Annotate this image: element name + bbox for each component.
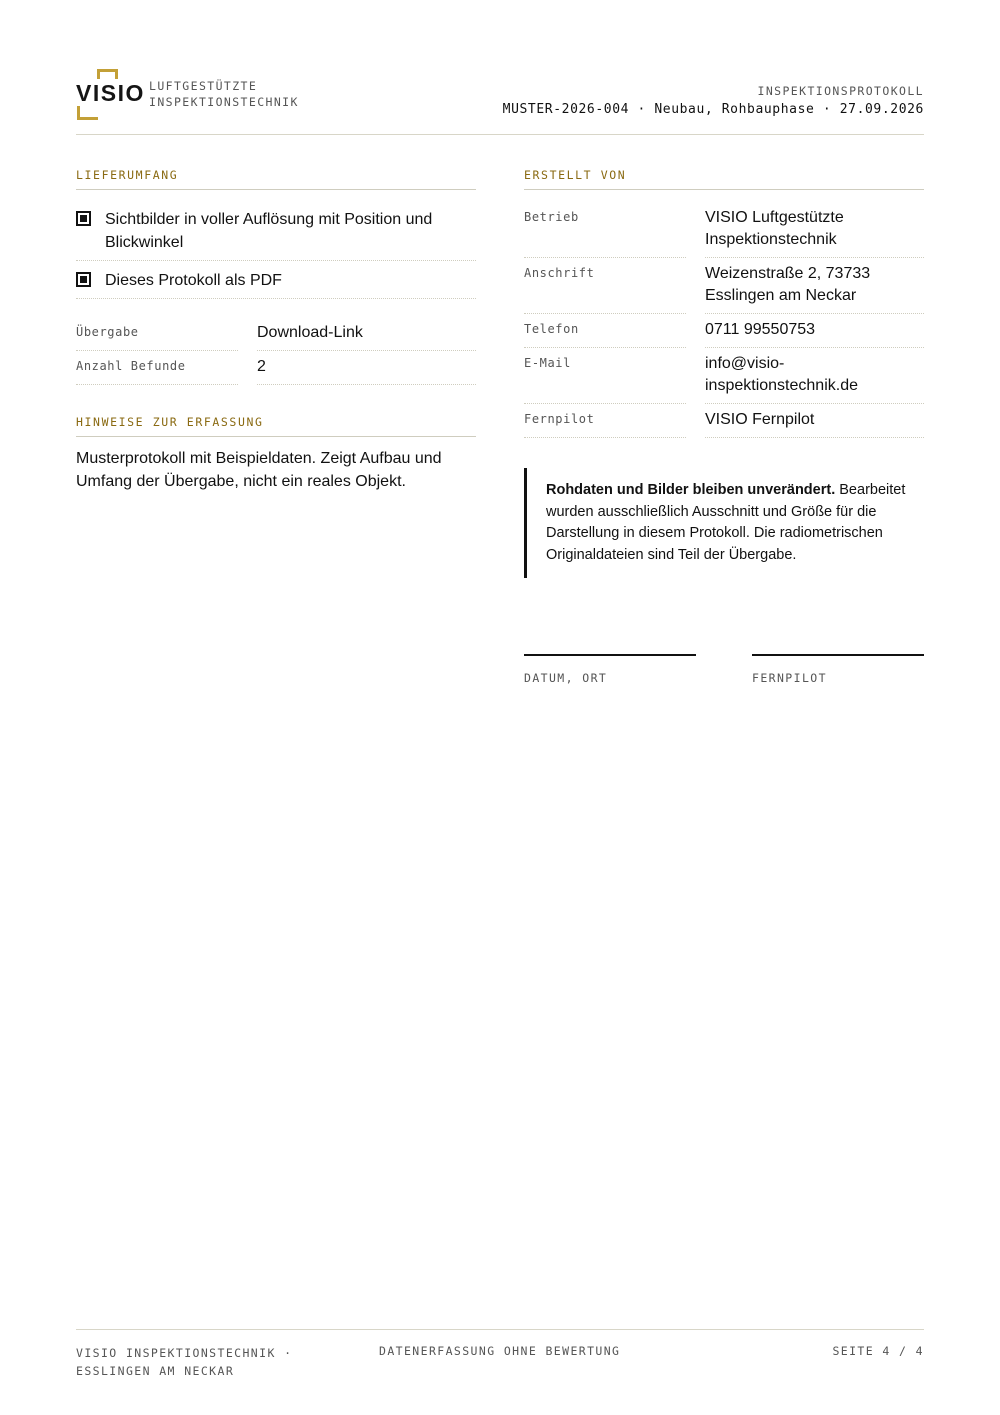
brand-subtitle	[149, 78, 299, 110]
section-title-hinweise: HINWEISE ZUR ERFASSUNG	[76, 415, 476, 437]
signature-line-pilot	[752, 654, 924, 685]
checklist-item-label: Dieses Protokoll als PDF	[105, 272, 282, 289]
logo-bracket-bottom-left	[77, 106, 98, 120]
field-label-telefon: Telefon	[524, 314, 686, 348]
section-title-erstellt-von: ERSTELLT VON	[524, 168, 924, 190]
data-integrity-note	[524, 468, 924, 578]
field-label-email: E-Mail	[524, 348, 686, 404]
field-value-anzahl-befunde: 2	[257, 351, 476, 385]
field-label-fernpilot: Fernpilot	[524, 404, 686, 438]
note-bold-text: Rohdaten und Bilder bleiben unverändert.	[546, 482, 836, 498]
document-type: INSPEKTIONSPROTOKOLL	[757, 84, 924, 98]
left-column	[76, 168, 476, 493]
brand-line-2: INSPEKTIONSTECHNIK	[149, 95, 299, 109]
field-value-uebergabe: Download-Link	[257, 317, 476, 351]
checklist-item	[76, 261, 476, 299]
signature-label-pilot: FERNPILOT	[752, 671, 827, 685]
delivery-checklist	[76, 204, 476, 299]
logo-wordmark: VISIO	[76, 80, 145, 106]
creator-fields	[524, 202, 924, 438]
field-value-fernpilot: VISIO Fernpilot	[705, 404, 924, 438]
signature-label-date-place: DATUM, ORT	[524, 671, 608, 685]
right-column	[524, 168, 924, 578]
logo-bracket-top-right	[97, 69, 118, 79]
brand-line-1: LUFTGESTÜTZTE	[149, 79, 258, 93]
field-value-betrieb: VISIO Luftgestützte Inspektionstechnik	[705, 202, 924, 258]
field-label-anschrift: Anschrift	[524, 258, 686, 314]
hints-text: Musterprotokoll mit Beispieldaten. Zeigt Aufbau und Umfang der Übergabe, nicht ein reales Objekt.	[76, 450, 442, 490]
section-title-lieferumfang: LIEFERUMFANG	[76, 168, 476, 190]
checklist-item-label: Sichtbilder in voller Auflösung mit Position und Blickwinkel	[105, 211, 433, 251]
page-header	[76, 64, 924, 135]
field-value-anschrift: Weizenstraße 2, 73733 Esslingen am Neckar	[705, 258, 924, 314]
hints-section	[76, 415, 476, 493]
footer-company: VISIO INSPEKTIONSTECHNIK · ESSLINGEN AM NECKAR	[76, 1346, 293, 1378]
field-label-betrieb: Betrieb	[524, 202, 686, 258]
document-meta: MUSTER-2026-004 · Neubau, Rohbauphase · 27.09.2026	[502, 102, 924, 117]
checklist-item	[76, 204, 476, 261]
visio-logo	[76, 66, 145, 120]
field-label-anzahl-befunde: Anzahl Befunde	[76, 351, 238, 385]
checked-checkbox-icon	[76, 272, 91, 287]
delivery-fields	[76, 317, 476, 385]
field-label-uebergabe: Übergabe	[76, 317, 238, 351]
checked-checkbox-icon	[76, 211, 91, 226]
footer-note: DATENERFASSUNG OHNE BEWERTUNG	[379, 1344, 621, 1358]
signature-line-date-place	[524, 654, 696, 685]
field-value-telefon: 0711 99550753	[705, 314, 924, 348]
page-footer	[76, 1329, 924, 1378]
note-text: Bearbeitet wurden ausschließlich Ausschnitt und Größe für die Darstellung in diesem Protokoll. Die radiometrischen Originaldateien sind Teil der Übergabe.	[546, 482, 906, 563]
field-value-email: info@visio-inspektionstechnik.de	[705, 348, 924, 404]
page-number: SEITE 4 / 4	[832, 1344, 924, 1358]
